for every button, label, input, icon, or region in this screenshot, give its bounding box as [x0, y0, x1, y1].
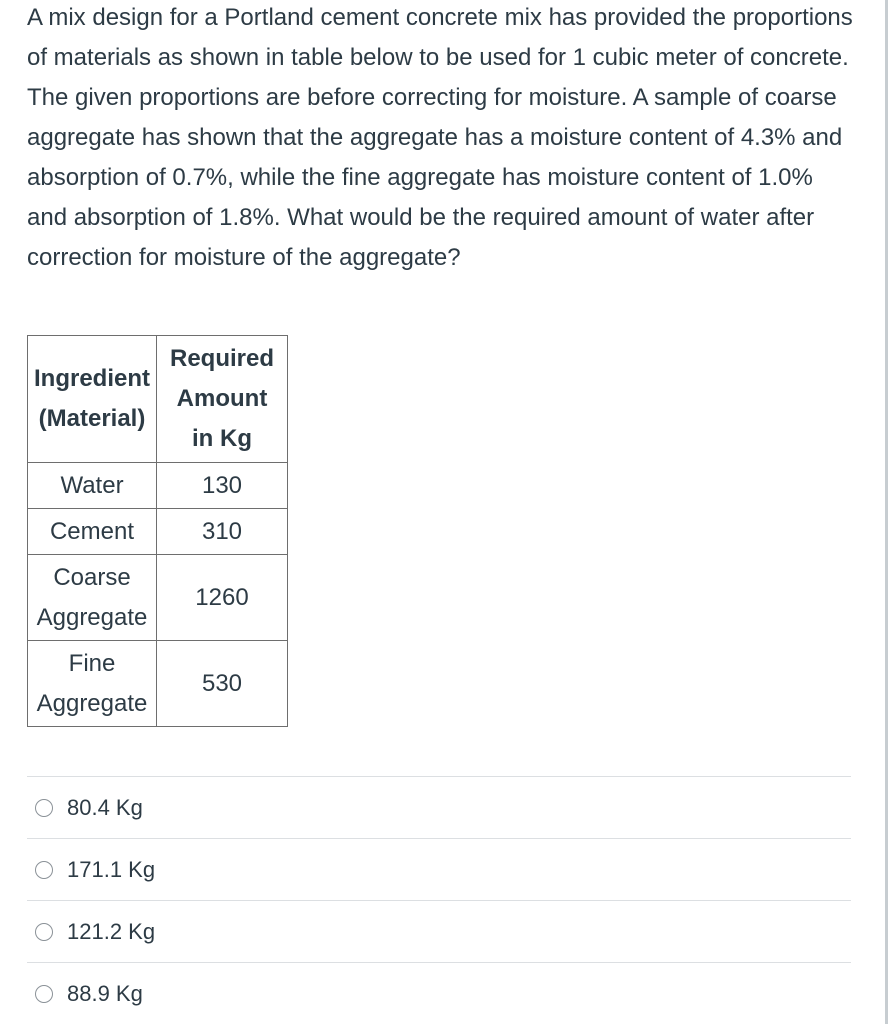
ingredient-cell: Cement	[28, 509, 157, 555]
answer-option-1[interactable]	[27, 776, 851, 838]
mix-design-table	[27, 335, 288, 727]
answer-list	[27, 776, 851, 1024]
radio-button[interactable]	[35, 799, 53, 817]
amount-cell: 310	[157, 509, 288, 555]
table-row	[28, 463, 288, 509]
table-row	[28, 509, 288, 555]
radio-button[interactable]	[35, 861, 53, 879]
header-amount-line3: in Kg	[192, 425, 252, 452]
answer-label[interactable]: 88.9 Kg	[67, 980, 143, 1006]
header-ingredient-line2: (Material)	[38, 405, 146, 432]
table-row	[28, 555, 288, 641]
ingredient-line2: Aggregate	[36, 689, 148, 717]
ingredient-cell: Water	[28, 463, 157, 509]
radio-button[interactable]	[35, 985, 53, 1003]
answer-option-4[interactable]	[27, 962, 851, 1024]
header-amount-line1: Required	[169, 345, 274, 372]
header-amount	[157, 336, 288, 463]
answer-label[interactable]: 80.4 Kg	[67, 794, 143, 820]
header-ingredient-line1: Ingredient	[33, 365, 150, 392]
answer-option-3[interactable]	[27, 900, 851, 962]
answer-option-2[interactable]	[27, 838, 851, 900]
ingredient-line2: Aggregate	[36, 603, 148, 631]
ingredient-line1: Fine	[68, 649, 116, 677]
amount-cell: 130	[157, 463, 288, 509]
amount-cell: 1260	[157, 555, 288, 641]
table-row	[28, 641, 288, 727]
answer-label[interactable]: 171.1 Kg	[67, 856, 156, 882]
ingredient-cell	[28, 641, 157, 727]
question-text: A mix design for a Portland cement concrete mix has provided the proportions of materials as shown in table below to be used for 1 cubic meter of concrete. The given proportions are before correcting for moisture. A sample of coarse aggregate has shown that the aggregate has a moisture content of 4.3% and absorption of 0.7%, while the fine aggregate has moisture content of 1.0% and absorption of 1.8%. What would be the required amount of water after correction for moisture of the aggregate?	[27, 4, 853, 271]
table-header-row	[28, 336, 288, 463]
amount-cell: 530	[157, 641, 288, 727]
header-amount-line2: Amount	[176, 385, 268, 412]
answer-label[interactable]: 121.2 Kg	[67, 918, 156, 944]
radio-button[interactable]	[35, 923, 53, 941]
ingredient-cell	[28, 555, 157, 641]
header-ingredient	[28, 336, 157, 463]
ingredient-line1: Coarse	[53, 563, 131, 591]
